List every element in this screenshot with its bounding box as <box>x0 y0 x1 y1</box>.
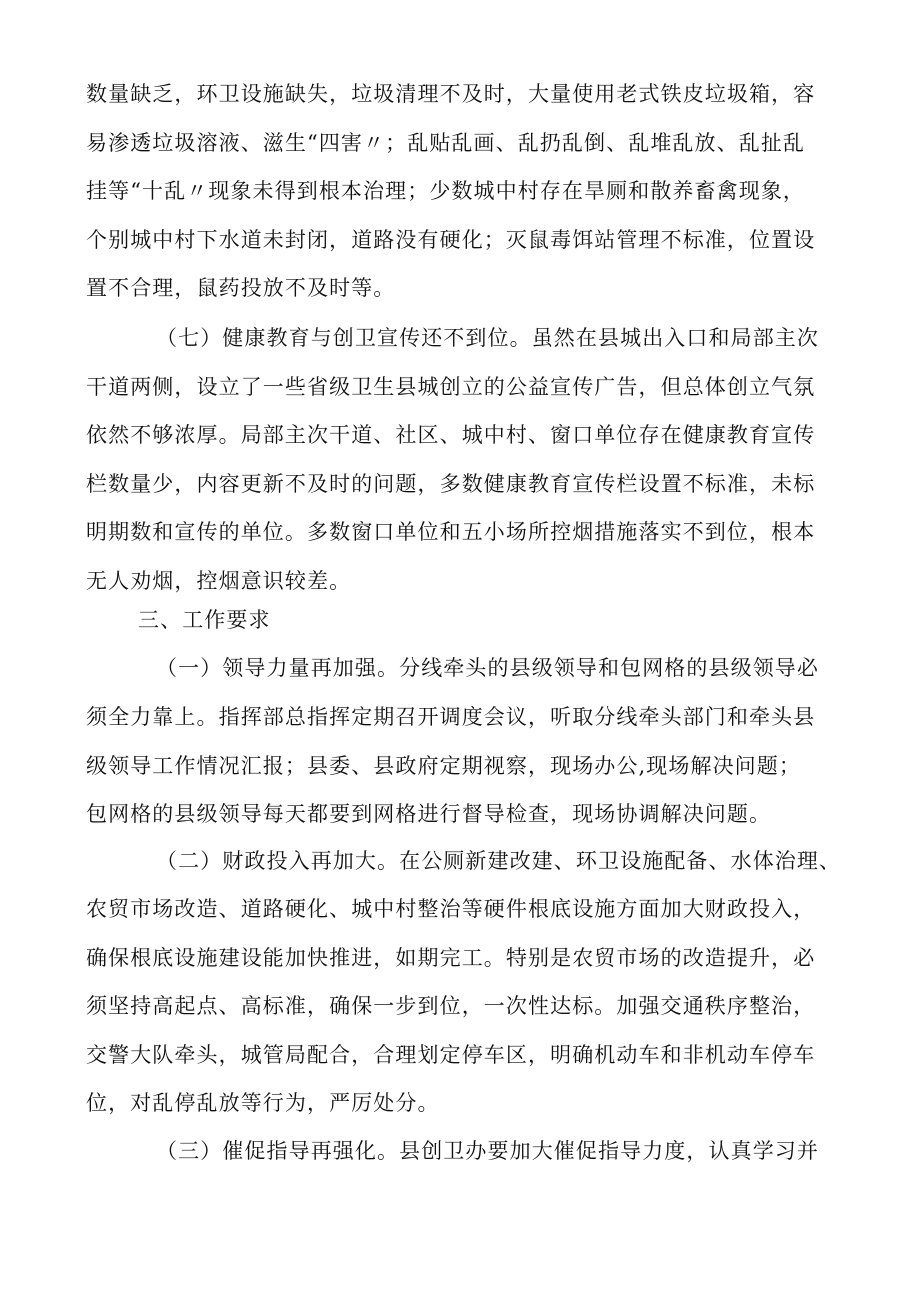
text-line: （七）健康教育与创卫宣传还不到位。虽然在县城出入口和局部主次 <box>156 326 819 350</box>
text-line: 须全力靠上。指挥部总指挥定期召开调度会议，听取分线牵头部门和牵头县 <box>86 704 816 729</box>
text-line: 确保根底设施建设能加快推进，如期完工。特别是农贸市场的改造提升，必 <box>86 945 816 970</box>
text-line: 包网格的县级领导每天都要到网格进行督导检查，现场协调解决问题。 <box>86 802 772 827</box>
text-line: 级领导工作情况汇报；县委、县政府定期视察，现场办公,现场解决问题； <box>86 753 801 778</box>
text-line: 数量缺乏，环卫设施缺失，垃圾清理不及时，大量使用老式铁皮垃圾箱，容 <box>86 82 816 106</box>
text-line: 干道两侧，设立了一些省级卫生县城创立的公益宣传广告，但总体创立气氛 <box>86 374 816 399</box>
text-line: 依然不够浓厚。局部主次干道、社区、城中村、窗口单位存在健康教育宣传 <box>86 423 816 448</box>
text-line: 位，对乱停乱放等行为，严厉处分。 <box>86 1091 440 1115</box>
text-line: （三）催促指导再强化。县创卫办要加大催促指导力度，认真学习并 <box>156 1139 819 1163</box>
text-line: 栏数量少，内容更新不及时的问题，多数健康教育宣传栏设置不标准，未标 <box>86 471 816 496</box>
text-line: （一）领导力量再加强。分线牵头的县级领导和包网格的县级领导必 <box>156 656 819 680</box>
text-line: 农贸市场改造、道路硬化、城中村整治等硬件根底设施方面加大财政投入， <box>86 897 816 922</box>
text-line: 挂等“十乱〃现象未得到根本治理；少数城中村存在旱厕和散养畜禽现象， <box>86 179 806 203</box>
text-line: 个别城中村下水道未封闭，道路没有硬化；灭鼠毒饵站管理不标准，位置设 <box>86 227 816 252</box>
text-line: 置不合理，鼠药投放不及时等。 <box>86 276 396 300</box>
text-line: 无人劝烟，控烟意识较差。 <box>86 569 352 593</box>
text-line: 明期数和宣传的单位。多数窗口单位和五小场所控烟措施落实不到位，根本 <box>86 520 816 545</box>
text-line: （二）财政投入再加大。在公厕新建改建、环卫设施配备、水体治理、 <box>156 849 842 873</box>
text-line: 交警大队牵头，城管局配合，合理划定停车区，明确机动车和非机动车停车 <box>86 1042 816 1067</box>
text-line: 三、工作要求 <box>138 608 271 632</box>
text-line: 须坚持高起点、高标准，确保一步到位，一次性达标。加强交通秩序整治， <box>86 994 816 1019</box>
text-line: 易渗透垃圾溶液、滋生“四害〃；乱贴乱画、乱扔乱倒、乱堆乱放、乱扯乱 <box>86 130 806 155</box>
